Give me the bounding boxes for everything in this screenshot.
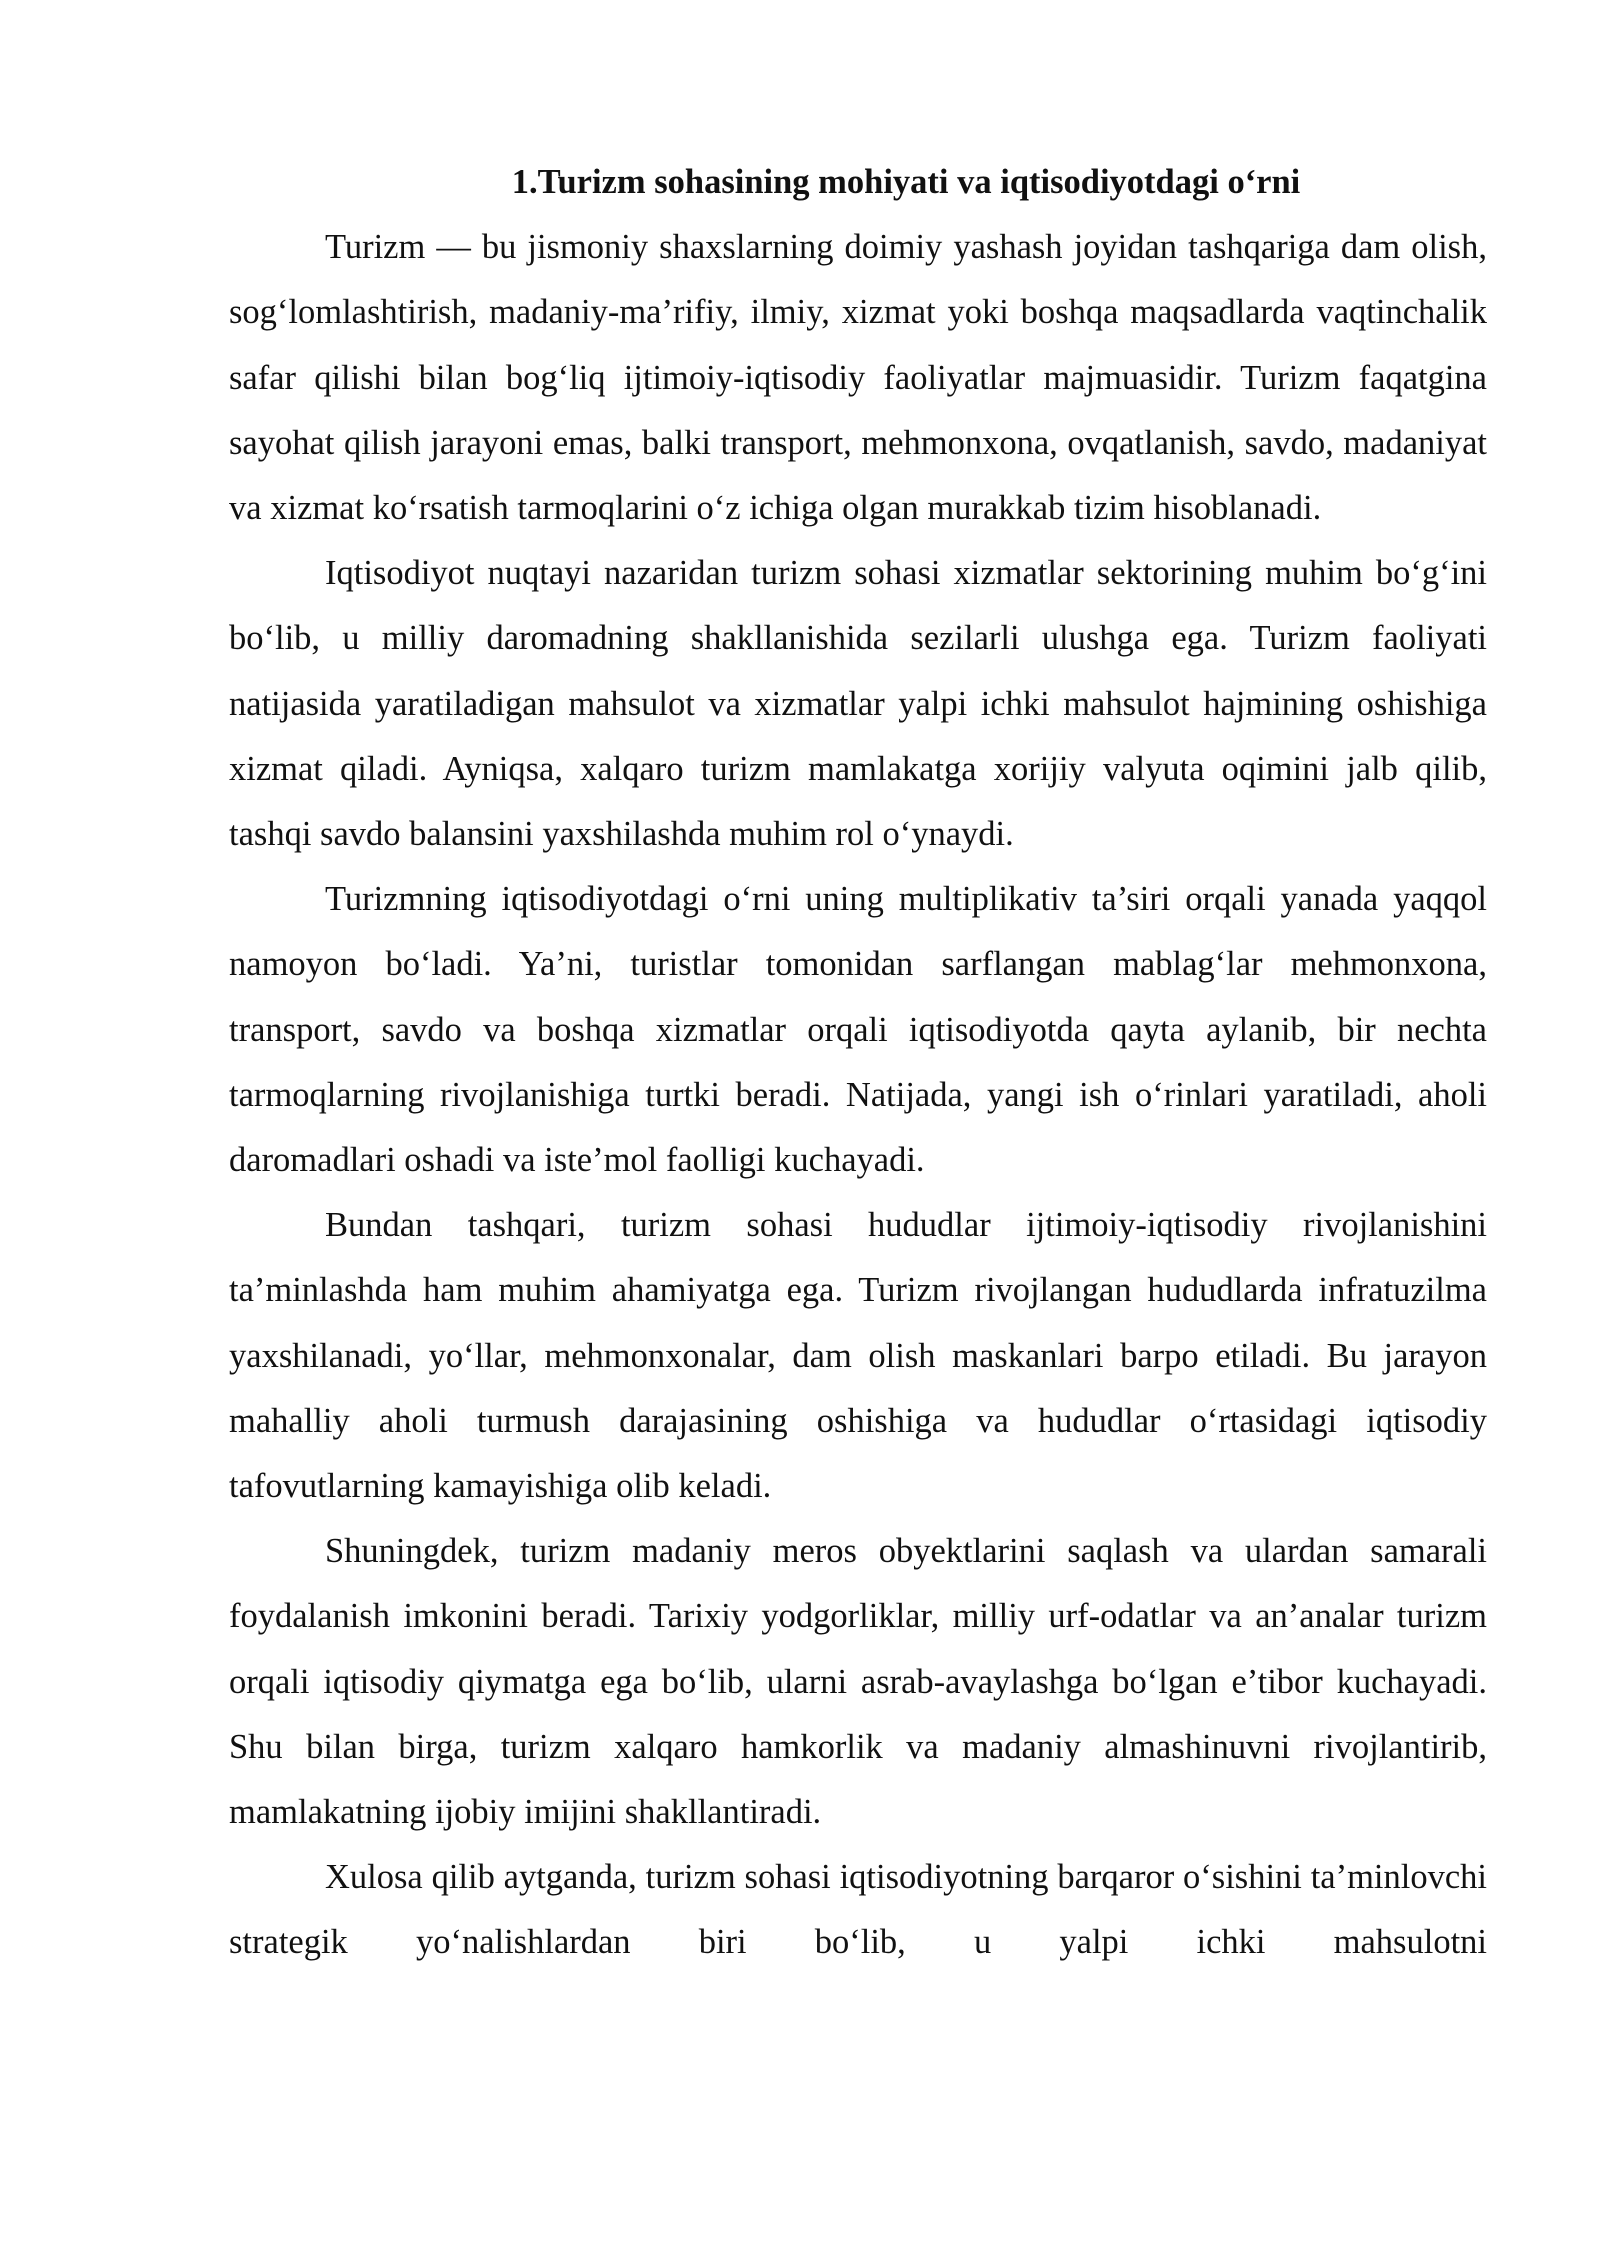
paragraph-6-partial: Xulosa qilib aytganda, turizm sohasi iqtisodiyotning barqaror o‘sishini ta’minlovchi strategik yo‘nalishlardan biri bo‘lib, u yalpi ichki mahsulotni (229, 1858, 1487, 1962)
section-title: 1.Turizm sohasining mohiyati va iqtisodiyotdagi o‘rni (511, 163, 1301, 201)
paragraph-4: Bundan tashqari, turizm sohasi hududlar ijtimoiy-iqtisodiy rivojlanishini ta’minlashda ham muhim ahamiyatga ega. Turizm rivojlangan hududlarda infratuzilma yaxshilanadi, yo‘llar, mehmonxonalar, dam olish maskanlari barpo etiladi. Bu jarayon mahalliy aholi turmush darajasining oshishiga va hududlar o‘rtasidagi iqtisodiy tafovutlarning kamayishiga olib keladi. (229, 1206, 1487, 1506)
paragraph-5: Shuningdek, turizm madaniy meros obyektlarini saqlash va ulardan samarali foydalanish imkonini beradi. Tarixiy yodgorliklar, milliy urf-odatlar va an’analar turizm orqali iqtisodiy qiymatga ega bo‘lib, ularni asrab-avaylashga bo‘lgan e’tibor kuchayadi. Shu bilan birga, turizm xalqaro hamkorlik va madaniy almashinuvni rivojlantirib, mamlakatning ijobiy imijini shakllantiradi. (229, 1532, 1487, 1832)
paragraph-2: Iqtisodiyot nuqtayi nazaridan turizm sohasi xizmatlar sektorining muhim bo‘g‘ini bo‘lib, u milliy daromadning shakllanishida sezilarli ulushga ega. Turizm faoliyati natijasida yaratiladigan mahsulot va xizmatlar yalpi ichki mahsulot hajmining oshishiga xizmat qiladi. Ayniqsa, xalqaro turizm mamlakatga xorijiy valyuta oqimini jalb qilib, tashqi savdo balansini yaxshilashda muhim rol o‘ynaydi. (229, 554, 1487, 854)
paragraph-3: Turizmning iqtisodiyotdagi o‘rni uning multiplikativ ta’siri orqali yanada yaqqol namoyon bo‘ladi. Ya’ni, turistlar tomonidan sarflangan mablag‘lar mehmonxona, transport, savdo va boshqa xizmatlar orqali iqtisodiyotda qayta aylanib, bir nechta tarmoqlarning rivojlanishiga turtki beradi. Natijada, yangi ish o‘rinlari yaratiladi, aholi daromadlari oshadi va iste’mol faolligi kuchayadi. (229, 880, 1487, 1180)
paragraph-1: Turizm — bu jismoniy shaxslarning doimiy yashash joyidan tashqariga dam olish, sog‘lomlashtirish, madaniy-ma’rifiy, ilmiy, xizmat yoki boshqa maqsadlarda vaqtinchalik safar qilishi bilan bog‘liq ijtimoiy-iqtisodiy faoliyatlar majmuasidir. Turizm faqatgina sayohat qilish jarayoni emas, balki transport, mehmonxona, ovqatlanish, savdo, madaniyat va xizmat ko‘rsatish tarmoqlarini o‘z ichiga olgan murakkab tizim hisoblanadi. (229, 228, 1487, 528)
document-body (229, 150, 1487, 1976)
